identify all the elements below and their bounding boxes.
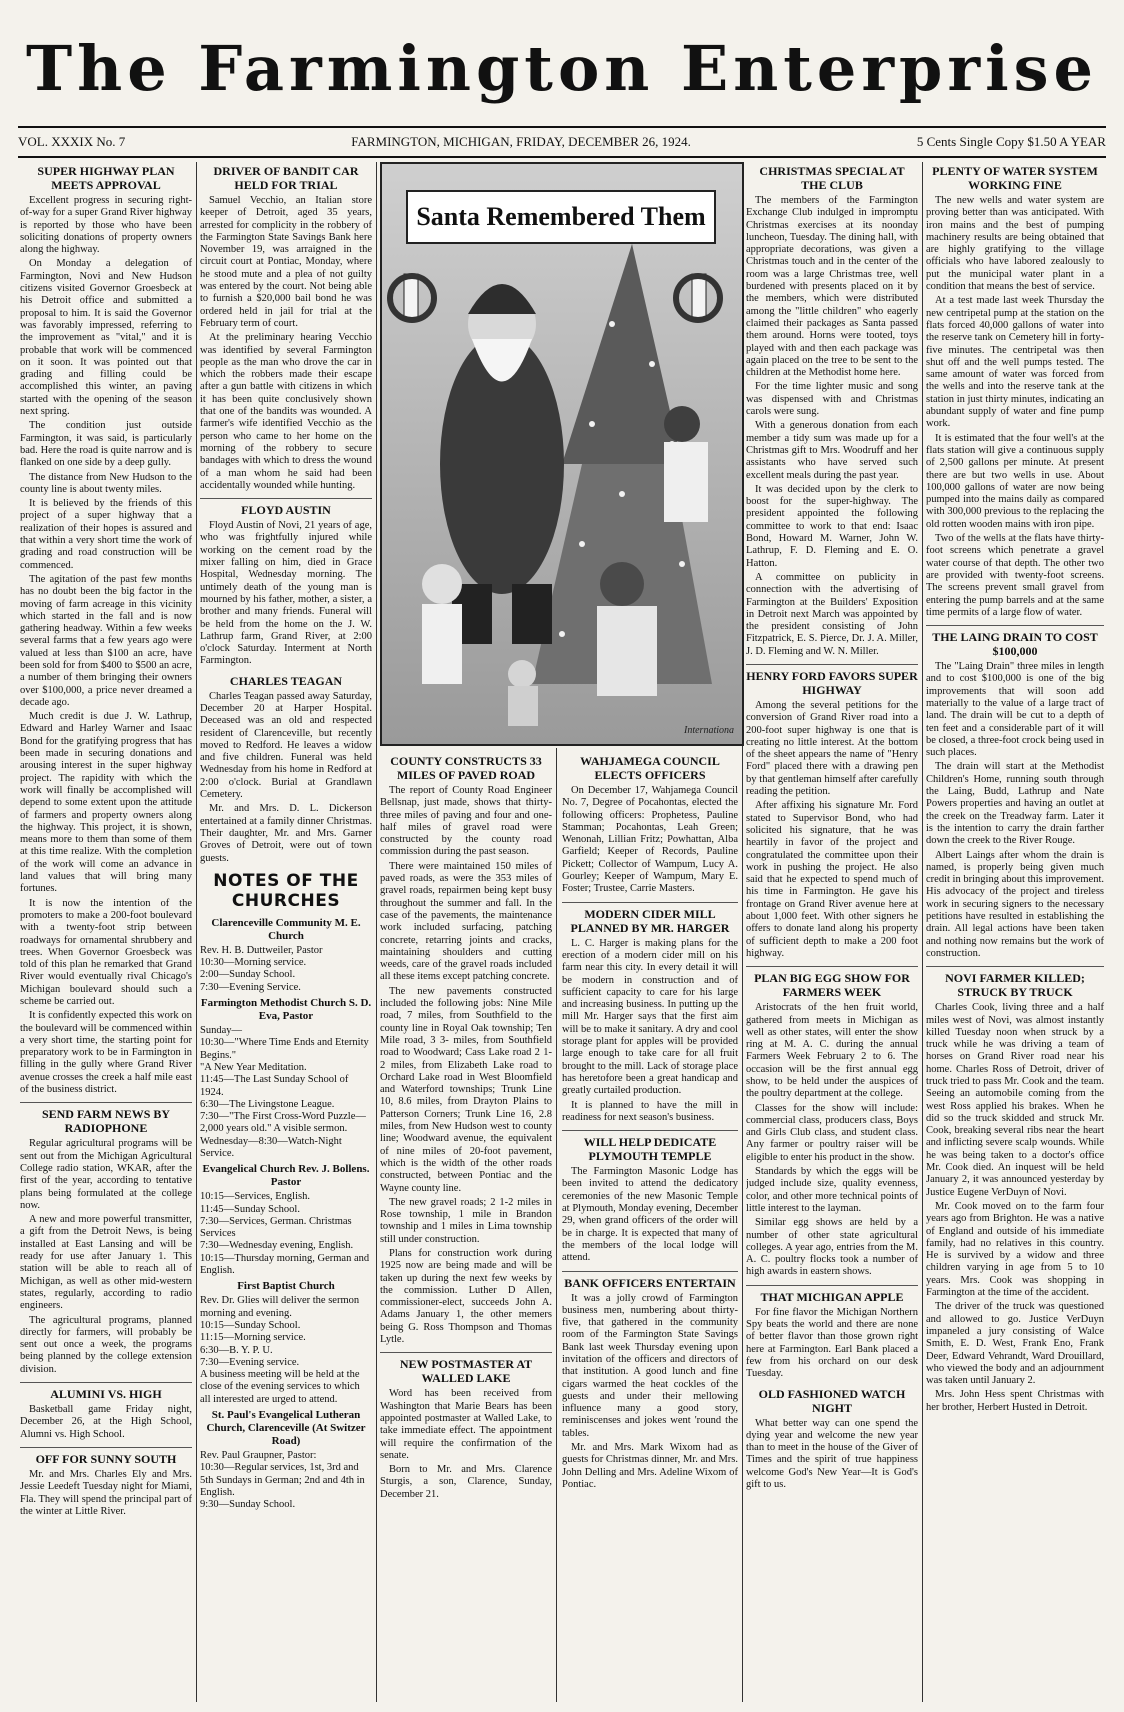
column-1: [20, 162, 192, 1706]
article-watch-night: [746, 1387, 918, 1492]
santa-photo-illustration: [382, 164, 742, 744]
column-3: [380, 752, 552, 1706]
headline: WILL HELP DEDICATE PLYMOUTH TEMPLE: [583, 1135, 717, 1164]
notes-of-the-churches-heading: NOTES OF THE CHURCHES: [213, 870, 359, 911]
church-line: 10:15—Services, English.: [200, 1191, 310, 1203]
article-cider-mill: [562, 907, 738, 1124]
paragraph: Classes for the show will include: commercial class, producers class, Boys and Girls Club class, and student class. Any farmer or poultry raiser will be eligible to enter his product in the show.: [746, 1102, 918, 1163]
headline: FLOYD AUSTIN: [241, 503, 331, 518]
church-name: Farmington Methodist Church S. D. Eva, Pastor: [200, 997, 372, 1023]
paragraph: There were maintained 150 miles of paved roads, as were the 353 miles of gravel roads, repairmen being kept busy throughout the summer and fall. In the case of the pavements, the maintenance work included surfacing, patching concrete, retarring joints and cracks, maintaining shoulders and cutting weeds, care of the gravel roads included all these items except patching concrete.: [380, 860, 552, 983]
article-christmas-special: [746, 164, 918, 658]
paragraph: The driver of the truck was questioned and allowed to go. Justice VerDuyn impaneled a jury consisting of Walce Smith, E. D. West, Frank Eno, Frank Deer, Edward Vehrandt, Ward Drouillard, who viewed the body and an adjournment was taken until January 2.: [926, 1301, 1104, 1387]
headline: OLD FASHIONED WATCH NIGHT: [758, 1386, 906, 1415]
divider: [746, 1285, 918, 1286]
headline: CHRISTMAS SPECIAL AT THE CLUB: [759, 164, 905, 192]
paragraph: The agricultural programs, planned directly for farmers, will probably be sent out once a week, the programs being planned by the college extension division.: [20, 1314, 192, 1375]
paragraph: Mr. and Mrs. Charles Ely and Mrs. Jessie Leedeft Tuesday night for Miami, Fla. They will spend the principal part of the winter at Little River.: [20, 1468, 192, 1517]
column-2: [200, 162, 372, 1706]
paragraph: On Monday a delegation of Farmington, Novi and New Hudson citizens visited Governor Groesbeck at his Detroit office and submitted a proposal to him. It is said the Governor was favorably impressed, referring to the improvement as "vital," and it is probable that work will be commenced on it soon. It was pointed out that grading and filling could be accomplished this winter, an paving started with the opening of the season next spring.: [20, 258, 192, 418]
paragraph: At a test made last week Thursday the new centripetal pump at the station on the flats forced 40,000 gallons of water into the reserve tank on Cemetery hill in forty-five minutes. The centripetal was then shut off and the well pumps tested. The same amount of water was forced from the wells and into the reserve tank at the station in just thirty minutes, indicating an abundant supply of water and fine pump work.: [926, 295, 1104, 430]
church-line: 10:30—Regular services, 1st, 3rd and 5th Sundays in German; 2nd and 4th in English.: [200, 1462, 365, 1498]
column-rule: [376, 162, 377, 1702]
dateline: [18, 126, 1106, 158]
paragraph: The Farmington Masonic Lodge has been invited to attend the dedicatory ceremonies of the new Masonic Temple at Plymouth, Monday evening, December 29, when grand officers of the order will be in charge. It is expected that many of the members of the local lodge will attend.: [562, 1166, 738, 1264]
paragraph: For the time lighter music and song was dispensed with and Christmas carols were sung.: [746, 381, 918, 418]
paragraph: Samuel Vecchio, an Italian store keeper of Detroit, aged 35 years, arrested for complicity in the robbery of the Farmington State Savings Bank here November 19, was arraigned in the circuit court at Pontiac, Monday, where he stood mute and a plea of not guilty was entered by the court. Not being able to furnish a $20,000 bail bond he was ordered held in jail for trial at the February term of court.: [200, 195, 372, 329]
paragraph: Born to Mr. and Mrs. Clarence Sturgis, a son, Clarence, Sunday, December 21.: [380, 1464, 552, 1500]
paragraph: Among the several petitions for the conversion of Grand River road into a 200-foot super highway is one that is creating no little interest. At the bottom of the sheet appears the name of "Henry Ford" placed there with a drawing pen by that gentleman himself after carefully reading the petition.: [746, 699, 918, 798]
church-line: 7:30—Evening service.: [200, 1356, 300, 1368]
article-charles-teagan: [200, 674, 372, 865]
church-name: Clarenceville Community M. E. Church: [211, 916, 361, 942]
paragraph: Basketball game Friday night, December 26, at the High School, Alumni vs. High School.: [20, 1404, 192, 1440]
headline: THAT MICHIGAN APPLE: [760, 1289, 904, 1304]
church-name: First Baptist Church: [237, 1280, 335, 1293]
headline: SEND FARM NEWS BY RADIOPHONE: [41, 1107, 171, 1136]
paragraph: It was decided upon by the clerk to boost for the super-highway. The president appointed the following committee to work to that end: Isaac Bond, Howard M. Warner, John W. Lathrup, F. D. Fleming and E. O. Hatton.: [746, 483, 918, 569]
article-laing-drain: [926, 630, 1104, 960]
paragraph: Mr. Cook moved on to the farm four years ago from Brighton. He was a native of England and outside of his immediate family, had no relatives in this country. He is survived by a widow and three children varying in age from 5 to 10 years. Mrs. Cook was shopping in Farmington at the time of the accident.: [926, 1200, 1104, 1299]
paragraph: Regular agricultural programs will be sent out from the Michigan Agricultural College radio station, WKAR, after the first of the year, according to tentative plans being formulated at the college now.: [20, 1138, 192, 1211]
church-line: 10:15—Thursday morning, German and English.: [200, 1252, 370, 1277]
article-super-highway: [20, 164, 192, 1096]
headline: THE LAING DRAIN TO COST $100,000: [932, 630, 1098, 659]
article-michigan-apple: [746, 1290, 918, 1381]
santa-photo: [380, 162, 744, 746]
church-line: 11:45—The Last Sunday School of 1924.: [200, 1074, 349, 1098]
church-line: 11:45—Sunday School.: [200, 1203, 300, 1215]
paragraph: Much credit is due J. W. Lathrup, Edward and Harley Warner and Isaac Bond for the gratifying progress that has been made in securing donations and arousing interest in the super highway project. The rapidity with which the work will finally be accomplished will depend to some extent upon the attitude of farmers and property owners along the highway. This project, it is shown, means more to them than some of them at this time realize. With the completion of the work will come an advance in land values that will bring many fortunes.: [20, 711, 192, 895]
church-line: Rev. Dr. Glies will deliver the sermon morning and evening.: [200, 1295, 360, 1319]
divider: [746, 664, 918, 665]
paragraph: The new wells and water system are proving better than was anticipated. With iron mains and the best of pumping machinery results are being obtained that are highly gratifying to the village officials who have labored zealously to put the municipal water plant in a condition that means the best of service.: [926, 195, 1104, 293]
candle-icon: [404, 274, 418, 320]
headline: NOVI FARMER KILLED; STRUCK BY TRUCK: [945, 971, 1085, 1000]
paragraph: For fine flavor the Michigan Northern Spy beats the world and there are none of better flavor than those grown right here at Farmington. Earl Bank placed a few from his orchard on our desk Tuesday.: [746, 1306, 918, 1380]
church-line: 10:30—Morning service.: [200, 957, 307, 969]
paragraph: The members of the Farmington Exchange Club indulged in impromptu Christmas exercises at its noonday luncheon, Tuesday. The dining hall, with appropriate decorations, was given a Christmas touch and in the center of the room was a large Christmas tree, well burdened with presents placed on it by the members, which were distributed among the "little children" who eagerly claimed their packages as Santa passed them around. Horns were tooted, toys played with and then each package was again placed on the tree to be sent to the children at the Methodist home here.: [746, 195, 918, 379]
paragraph: Excellent progress in securing right-of-way for a super Grand River highway is reported by those who have been soliciting donations of property owners along the highway.: [20, 195, 192, 256]
place-date: FARMINGTON, MICHIGAN, FRIDAY, DECEMBER 26, 1924.: [351, 134, 691, 149]
masthead: [18, 14, 1106, 124]
church-name: St. Paul's Evangelical Lutheran Church, Clarenceville (At Switzer Road): [206, 1409, 366, 1448]
paragraph: The new pavements constructed included the following jobs: Nine Mile road, 7 miles, from Southfield to the county line in Royal Oak township; Ten Mile road, 3 3- miles, from Southfield road to Woodward; Cass Lake road 2 1-2 miles, from Elizabeth Lake road to Orchard Lake road in West Bloomfield and Waterford townships; Trunk Line 10, 8.6 miles, from Drayton Plains to Patterson Corners; Trunk Line 16, 2.8 miles, from New Hudson west to county line; Woodward avenue, the equivalent of nine miles of 20-foot pavement, which is the width of the other roads constructed, between Pontiac and the Wayne county line.: [380, 985, 552, 1194]
paragraph: Albert Laings after whom the drain is named, is properly being given much credit in bringing about this improvement. His advocacy of the project and tireless work in securing signers to the necessary petitions have resulted in establishing the drain. All legal actions have been taken and nothing now remains but the work of construction.: [926, 849, 1104, 959]
paragraph: Two of the wells at the flats have thirty-foot screens which penetrate a gravel water course of that depth. The other two are provided with twenty-foot screens. The screens prevent small gravel from entering the pump barrels and at the same time permits of a large flow of water.: [926, 533, 1104, 618]
divider: [746, 966, 918, 967]
church-line: 10:30—"Where Time Ends and Eternity Begins.": [200, 1037, 369, 1061]
column-rule: [556, 748, 557, 1702]
divider: [20, 1382, 192, 1383]
paragraph: Standards by which the eggs will be judged include size, quality evenness, color, and other more technical points of little interest to the layman.: [746, 1166, 918, 1214]
paragraph: It is confidently expected this work on the boulevard will be commenced within a very short time, the starting point for preparatory work to be in Farmington in filling in the gully where Grand River avenue crosses the creek a half mile east of the business district.: [20, 1010, 192, 1096]
paragraph: Mr. and Mrs. Mark Wixom had as guests for Christmas dinner, Mr. and Mrs. John Delling and Mrs. Adeline Wixom of Pontiac.: [562, 1442, 738, 1490]
candle-icon: [692, 274, 706, 320]
church-line: 2:00—Sunday School.: [200, 969, 296, 981]
church-line: 7:30—Services, German. Christmas Services: [200, 1215, 352, 1240]
divider: [562, 1130, 738, 1131]
photo-credit: Internationa: [684, 725, 734, 736]
column-rule: [922, 162, 923, 1702]
article-bandit-car: [200, 164, 372, 492]
church-line: A business meeting will be held at the close of the evening services to which all interested are urged to attend.: [200, 1369, 360, 1405]
paragraph: Word has been received from Washington that Marie Bears has been appointed postmaster at Walled Lake, to take immediate effect. The appointment will require the confirmation of the senate.: [380, 1388, 552, 1461]
paragraph: The drain will start at the Methodist Children's Home, running south through the Laing, Budd, Lathrup and Nate Powers properties and having an outlet at the creek on the Treadway farm. Later it is the intention to carry the drain farther down the creek to the River Rouge.: [926, 761, 1104, 847]
headline: OFF FOR SUNNY SOUTH: [35, 1451, 177, 1466]
headline: ALUMINI VS. HIGH: [50, 1387, 162, 1402]
divider: [562, 902, 738, 903]
church-line: 10:15—Sunday School.: [200, 1319, 301, 1331]
paragraph: It is believed by the friends of this project of a super highway that a realization of their hopes is assured and that within a very short time the work of grading and road construction will be commenced.: [20, 498, 192, 571]
article-plymouth-temple: [562, 1135, 738, 1264]
paragraph: The report of County Road Engineer Bellsnap, just made, shows that thirty-three miles of paving and four and one-half miles of gravel road were constructed by the county road commission during the past season.: [380, 785, 552, 858]
article-egg-show: [746, 971, 918, 1279]
column-5: [746, 162, 918, 1706]
article-radiophone: [20, 1107, 192, 1376]
paragraph: Mrs. John Hess spent Christmas with her brother, Herbert Husted in Detroit.: [926, 1389, 1104, 1413]
church-line: Wednesday—8:30—Watch-Night Service.: [200, 1135, 342, 1159]
paragraph: What better way can one spend the dying year and welcome the new year than to meet in the house of the Giver of Times and the spirit of true happiness welcome God's New Year—It is God's gift to us.: [746, 1417, 918, 1491]
divider: [380, 1352, 552, 1353]
paragraph: Plans for construction work during 1925 now are being made and will be taken up during the next few weeks by the commission. Luther D Allen, commissioner-elect, succeeds John A. Adams January 1, the other memers being G. Ross Thompson and Thomas Lytle.: [380, 1247, 552, 1346]
column-rule: [196, 162, 197, 1702]
church-line: Sunday—: [200, 1025, 242, 1037]
divider: [926, 966, 1104, 967]
article-sunny-south: [20, 1452, 192, 1518]
church-line: 11:15—Morning service.: [200, 1332, 306, 1344]
church-listing: [200, 1409, 372, 1511]
paragraph: The condition just outside Farmington, it was said, is particularly bad. Here the road is quite narrow and is flanked on one side by a deep gully.: [20, 420, 192, 469]
headline: NEW POSTMASTER AT WALLED LAKE: [399, 1357, 533, 1386]
church-line: 6:30—The Livingstone League.: [200, 1098, 335, 1110]
church-line: "A New Year Meditation.: [200, 1061, 307, 1073]
church-listing: [200, 997, 372, 1160]
church-line: Rev. Paul Graupner, Pastor:: [200, 1450, 317, 1462]
paragraph: Mr. and Mrs. D. L. Dickerson entertained at a family dinner Christmas. Their daughter, Mr. and Mrs. Garner Groves of Detroit, were out of town guests.: [200, 803, 372, 864]
headline: BANK OFFICERS ENTERTAIN: [564, 1275, 736, 1290]
church-line: 9:30—Sunday School.: [200, 1499, 296, 1511]
paragraph: It was a jolly crowd of Farmington business men, numbering about thirty-five, that gathered in the community room of the Farmington State Savings Bank last week Thursday evening upon invitation of the officers and directors of that institution. A good lunch and fine cigars warmed the heat cockles of the guests and under their mellowing influence many a good story, reminiscenses and jokes went 'round the tables.: [562, 1292, 738, 1439]
paragraph: The new gravel roads; 2 1-2 miles in Rose township, 1 mile in Brandon township and 1 miles in Lima township still under construction.: [380, 1196, 552, 1245]
article-water-system: [926, 164, 1104, 619]
divider: [200, 498, 372, 499]
headline: DRIVER OF BANDIT CAR HELD FOR TRIAL: [213, 164, 359, 192]
paragraph: After affixing his signature Mr. Ford stated to Supervisor Bond, who had solicited his signature, that he was heartily in favor of the project and congratulated the committee upon their work in pushing the project. He also said that he expected to spend much of his time in Farmington. He gave his frontage on Grand River avenue here at about 1,000 feet. With other signers he offers to donate land along his property of sufficient depth to make a 200 foot highway.: [746, 800, 918, 959]
paragraph: It is now the intention of the promoters to make a 200-foot boulevard with a twenty-foot strip between roadways for ornamental shrubbery and trees. When Governor Groesbeck was told of this plan he remarked that Grand River would eventually rival Chicago's Michigan boulevard should such a scheme be carried out.: [20, 897, 192, 1007]
headline: CHARLES TEAGAN: [229, 673, 343, 688]
paragraph: L. C. Harger is making plans for the erection of a modern cider mill on his farm near this city. In every detail it will be modern in construction and of sufficient capacity to care for his large and increasing business. In putting up the mill Mr. Harger says that the first aim will be to make it sanitary. A dry and cool storage plant for apples will be provided large enough to take care for all fruit brought to the mill. Lack of storage place has heretofore been a great handicap and greatly curtailed production.: [562, 937, 738, 1097]
paragraph: On December 17, Wahjamega Council No. 7, Degree of Pocahontas, elected the following officers: Prophetess, Pauline Stamman; Pocahontas, Leah Green; Wenonah, Lillian Fritz; Powhattan, Alba Garfield; Keeper of Records, Pauline Pickett; Collector of Wampum, Lucy A. Gourley; Keeper of Wampum, Mary E. Foster; Trustee, Carrie Masters.: [562, 785, 738, 895]
article-floyd-austin: [200, 503, 372, 668]
article-henry-ford: [746, 669, 918, 960]
church-line: 6:30—B. Y. P. U.: [200, 1344, 273, 1356]
paragraph: The "Laing Drain" three miles in length and to cost $100,000 is one of the big improvements that will soon add materially to the value of a large tract of land. The drain will be cut to a depth of ten feet and a considerable part of it will be closed, a three-foot crock being used in such places.: [926, 661, 1104, 759]
headline: HENRY FORD FAVORS SUPER HIGHWAY: [746, 668, 918, 697]
divider: [926, 625, 1104, 626]
church-listing: [200, 917, 372, 994]
church-line: Rev. H. B. Duttweiler, Pastor: [200, 944, 323, 956]
paragraph: Charles Cook, living three and a half miles west of Novi, was almost instantly killed Tuesday noon when struck by a truck while he was driving a team of horses on Grand River road near his home. Charles Ross of Detroit, driver of truck tried to pass Mr. Cook and the team. Seeing an automobile coming from the west Ross applied his brakes. When he did so the truck skidded and struck Mr. Cook, breaking several ribs near the heart and inflicting severe scalp wounds. While he was being taken to a doctor's office Mr. Cook died. An inquest will be held January 2, it was announced yesterday by Justice Eugene VerDuyn of Novi.: [926, 1002, 1104, 1198]
church-listing: [200, 1163, 372, 1277]
headline: MODERN CIDER MILL PLANNED BY MR. HARGER: [570, 906, 730, 935]
headline: WAHJAMEGA COUNCIL ELECTS OFFICERS: [580, 754, 720, 782]
article-new-postmaster: [380, 1357, 552, 1501]
column-6: [926, 162, 1104, 1706]
headline: SUPER HIGHWAY PLAN MEETS APPROVAL: [37, 164, 175, 192]
paragraph: A new and more powerful transmitter, a gift from the Detroit News, is being installed at East Lansing and will be ready for use after January 1. This station will be able to reach all of Michigan, as well as other mid-western states, regularly, according to radio engineers.: [20, 1214, 192, 1312]
article-novi-farmer: [926, 971, 1104, 1414]
church-name: Evangelical Church Rev. J. Bollens. Pastor: [202, 1163, 370, 1189]
paragraph: At the preliminary hearing Vecchio was identified by several Farmington people as the man who drove the car in which the robbers made their escape after a gun battle with citizens in which it has been quite conclusively shown that one of the bandits was wounded. A farmer's wife identified Vecchio as the person who came to her home on the morning of the robbery to secure bandages with which to dress the wound of a man whom he said had been accidentally wounded while hunting.: [200, 332, 372, 491]
article-alumni: [20, 1387, 192, 1441]
church-line: 7:30—Wednesday evening, English.: [200, 1240, 354, 1252]
subscription-price: 5 Cents Single Copy $1.50 A YEAR: [916, 134, 1106, 149]
church-line: 7:30—"The First Cross-Word Puzzle—2,000 years old." A visible sermon.: [200, 1111, 366, 1135]
church-listing: [200, 1280, 372, 1406]
headline: PLENTY OF WATER SYSTEM WORKING FINE: [932, 164, 1098, 192]
headline: PLAN BIG EGG SHOW FOR FARMERS WEEK: [754, 971, 910, 1000]
headline: COUNTY CONSTRUCTS 33 MILES OF PAVED ROAD: [390, 754, 542, 782]
paragraph: Similar egg shows are held by a number of other state agricultural colleges. A year ago, entries from the M. A. C. poultry flocks took a number of high awards in eastern shows.: [746, 1217, 918, 1278]
volume-number: VOL. XXXIX No. 7: [18, 134, 126, 149]
column-4: [562, 752, 738, 1706]
paragraph: The distance from New Hudson to the county line is about twenty miles.: [20, 471, 192, 495]
paragraph: Charles Teagan passed away Saturday, December 20 at Harper Hospital. Deceased was an old and respected resident of Clarenceville, but recently moved to Redford. He leaves a widow and five children. Funeral was held Wednesday from his home in Redford at 2:00 o'clock. Burial at Grandlawn Cemetery.: [200, 690, 372, 801]
paragraph: A committee on publicity in connection with the advertising of Farmington at the Builders' Exposition in Detroit next March was appointed by the president consisting of John Fitzpatrick, E. S. Pierce, Dr. J. A. Miller, J. D. Fleming and W. N. Miller.: [746, 571, 918, 657]
paragraph: With a generous donation from each member a tidy sum was made up for a Christmas gift to Mrs. Woodruff and her assistants who have served such excellent meals during the past year.: [746, 420, 918, 481]
article-wahjamega: [562, 754, 738, 896]
paragraph: It is estimated that the four well's at the flats station will give a continuous supply of 2,500 gallons per minute. At present there are but two wells in use. About 100,000 gallons of water are now being pumped into the mains daily as compared with 300,000 previous to the replacing the old rotten wooden mains with iron pipe.: [926, 432, 1104, 530]
divider: [562, 1271, 738, 1272]
article-county-roads: [380, 754, 552, 1346]
divider: [20, 1102, 192, 1103]
photo-title: Santa Remembered Them: [406, 190, 716, 244]
article-bank-officers: [562, 1276, 738, 1492]
paragraph: Aristocrats of the hen fruit world, gathered from meets in Michigan as well as other states, will enter the show ring at M. A. C. during the annual Farmers Week February 2 to 6. The occasion will be the first annual egg show, to be held under the auspices of the poultry department at the college.: [746, 1002, 918, 1100]
paragraph: The agitation of the past few months has no doubt been the big factor in the moving of farm acreage in this vicinity which started in the fall and is now gathering headway. Within a few weeks several farms that a few years ago were valued at less than $100 an acre, have been sold for from $400 to $500 an acre, a number of them bringing their owners over $100,000, a price never dreamed a decade ago.: [20, 573, 192, 708]
divider: [20, 1447, 192, 1448]
paragraph: Floyd Austin of Novi, 21 years of age, who was frightfully injured while working on the cement road by the mixer falling on him, died in Grace Hospital, Wednesday morning. The untimely death of the young man is mourned by his father, mother, a sister, a brother and many friends. Funeral will be held from the home on the J. W. Lathrup farm, Grand River, at 2:00 o'clock Saturday. Interment at North Farmington.: [200, 520, 372, 667]
paragraph: It is planned to have the mill in readiness for next season's business.: [562, 1099, 738, 1123]
newspaper-title: The Farmington Enterprise: [26, 32, 1098, 105]
church-line: 7:30—Evening Service.: [200, 981, 301, 993]
